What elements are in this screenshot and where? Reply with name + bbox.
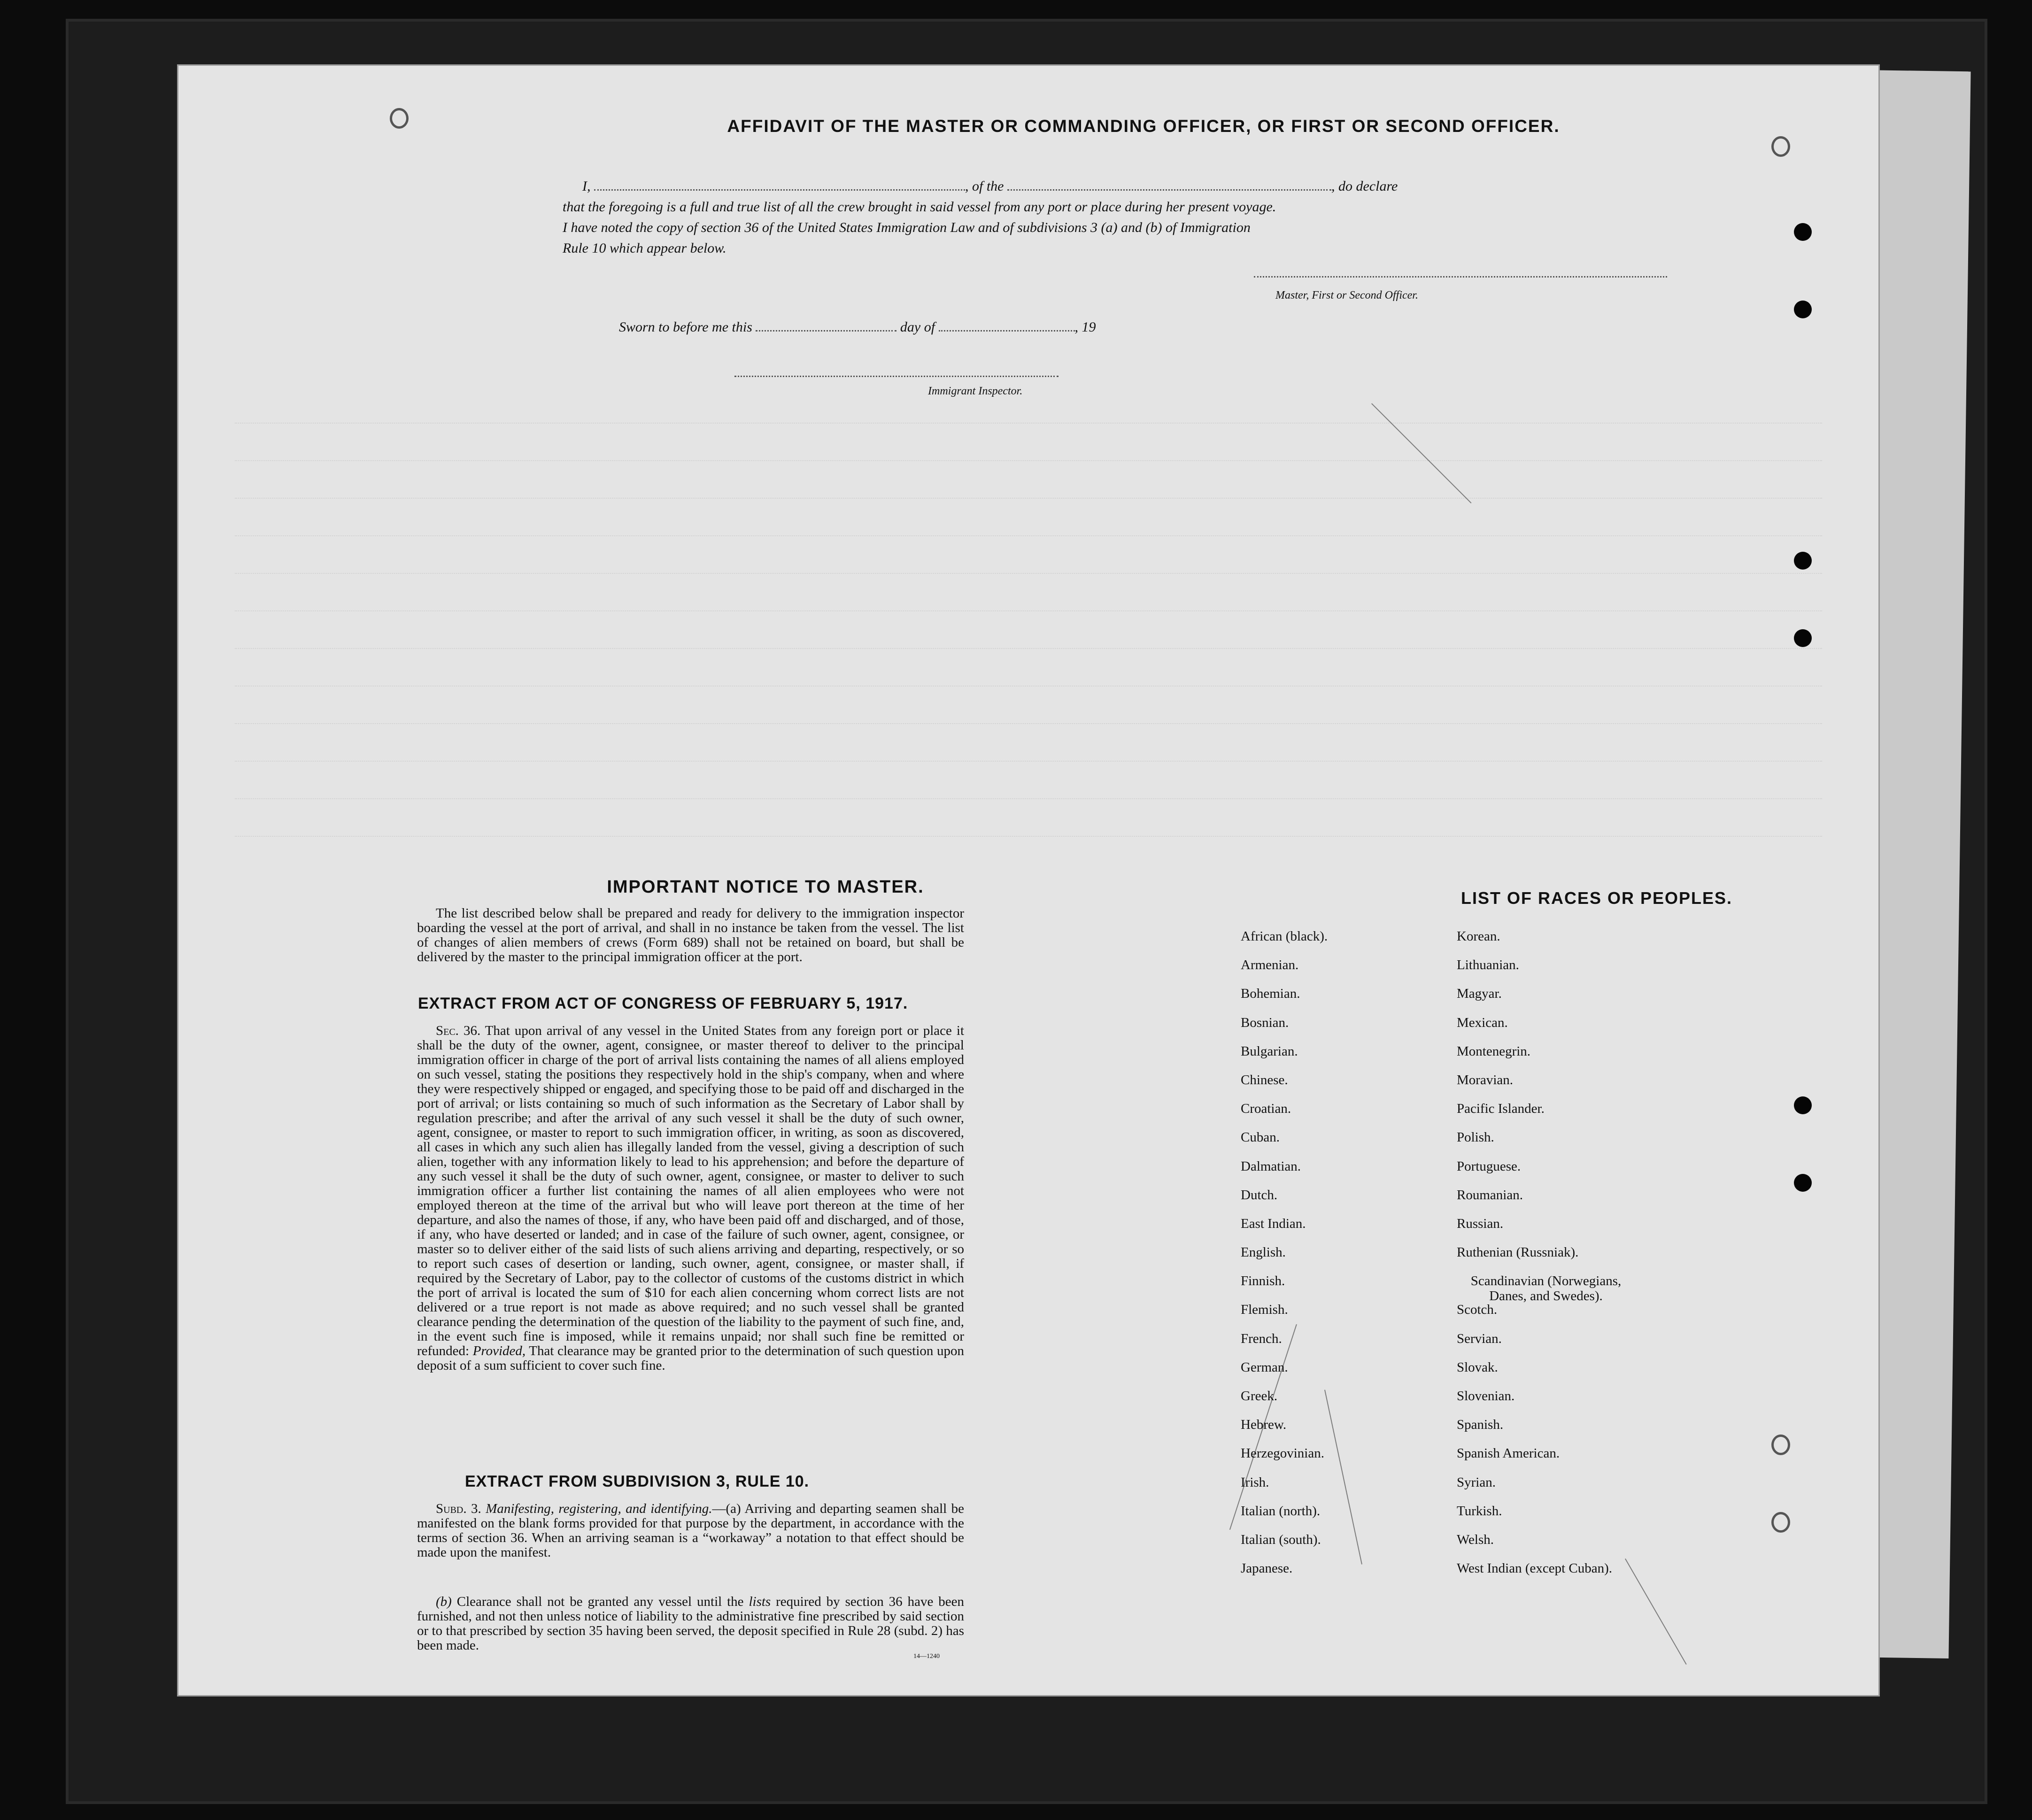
para-b-lists: lists <box>749 1594 771 1609</box>
races-title: LIST OF RACES OR PEOPLES. <box>1460 888 1733 908</box>
punch-hole <box>1771 136 1790 157</box>
bleed-through-line <box>235 798 1822 799</box>
extract-rule-title: EXTRACT FROM SUBDIVISION 3, RULE 10. <box>465 1473 810 1490</box>
race-item: Montenegrin. <box>1457 1043 1531 1059</box>
race-item: Korean. <box>1457 929 1500 944</box>
affidavit-of-the: , of the <box>965 178 1004 194</box>
race-item: Japanese. <box>1241 1561 1293 1576</box>
race-item: Bohemian. <box>1241 986 1300 1002</box>
affidavit-title: AFFIDAVIT OF THE MASTER OR COMMANDING OFFICER, OR FIRST OR SECOND OFFICER. <box>727 116 1560 136</box>
race-item: Welsh. <box>1457 1532 1494 1547</box>
race-item: Italian (north). <box>1241 1503 1321 1519</box>
section-label: Sec. 36. <box>436 1023 481 1038</box>
race-item: Scandinavian (Norwegians, Danes, and Swedes). <box>1470 1273 1622 1304</box>
rule-para-b-text: required by section 36 have been furnished, and not then unless notice of liability to the administrative fine prescribed by said section or to that prescribed by section 35 having been served, the deposit specified in Rule 28 (subd. 2) has been made. <box>417 1594 964 1653</box>
race-item: Finnish. <box>1241 1273 1285 1289</box>
race-item: West Indian (except Cuban). <box>1457 1561 1613 1576</box>
master-signature-field[interactable] <box>1254 267 1667 278</box>
race-item: Italian (south). <box>1241 1532 1321 1547</box>
pen-mark <box>1371 403 1472 504</box>
races-right-column <box>1457 929 1635 1589</box>
master-caption: Master, First or Second Officer. <box>1275 289 1418 301</box>
race-item: Greek. <box>1241 1388 1278 1404</box>
race-item: Polish. <box>1457 1130 1494 1145</box>
punch-hole <box>1794 1174 1812 1192</box>
affidavit-declare: , do declare <box>1331 178 1398 194</box>
notice-body: The list described below shall be prepared and ready for delivery to the immigration inspector boarding the vessel at the port of arrival, and shall in no instance be taken from the vessel. The list of changes of alien members of crews (Form 689) shall not be retained on board, but shall be delivered by the master to the principal immigration officer at the port. <box>417 906 964 964</box>
race-item: Mexican. <box>1457 1015 1508 1030</box>
subd-heading: Manifesting, registering, and identifying. <box>486 1501 712 1516</box>
punch-hole <box>1794 301 1812 318</box>
race-item: Servian. <box>1457 1331 1502 1346</box>
sworn-text: Sworn to before me this <box>619 319 752 335</box>
race-item: French. <box>1241 1331 1282 1346</box>
officer-name-field[interactable] <box>594 180 965 191</box>
vessel-name-field[interactable] <box>1007 180 1331 191</box>
race-item: African (black). <box>1241 929 1328 944</box>
race-item: Moravian. <box>1457 1072 1513 1087</box>
race-item: Herzegovinian. <box>1241 1446 1324 1461</box>
race-item: Roumanian. <box>1457 1187 1523 1203</box>
race-item: Spanish American. <box>1457 1446 1560 1461</box>
race-item: Chinese. <box>1241 1072 1288 1087</box>
punch-hole <box>1771 1434 1790 1455</box>
race-item: Russian. <box>1457 1216 1504 1231</box>
punch-hole <box>1794 1096 1812 1114</box>
punch-hole <box>1794 223 1812 241</box>
race-item: English. <box>1241 1245 1286 1260</box>
race-item: Turkish. <box>1457 1503 1502 1519</box>
inspector-caption: Immigrant Inspector. <box>928 385 1023 397</box>
rule-para-a-text: —(a) Arriving and departing seamen shall be manifested on the blank forms provided for that purpose by the department, in accordance with the terms of section 36. When an arriving seaman is a “workaway” a notation to that effect should be made upon the manifest. <box>417 1501 964 1560</box>
bleed-through-line <box>235 761 1822 762</box>
race-item: Bosnian. <box>1241 1015 1289 1030</box>
race-item: Bulgarian. <box>1241 1043 1298 1059</box>
affidavit-line-2: that the foregoing is a full and true list of all the crew brought in said vessel from any port or place during her present voyage. <box>563 199 1276 215</box>
rule-para-b <box>417 1595 964 1653</box>
sworn-month-field[interactable] <box>939 321 1075 332</box>
race-item: Slovenian. <box>1457 1388 1515 1404</box>
inspector-signature-field[interactable] <box>734 366 1058 377</box>
punch-hole <box>1794 629 1812 647</box>
race-item: Dalmatian. <box>1241 1158 1301 1174</box>
race-item: Lithuanian. <box>1457 957 1519 973</box>
punch-hole <box>390 108 409 129</box>
sworn-day-field[interactable] <box>756 321 896 332</box>
bleed-through-line <box>235 573 1822 574</box>
document-page <box>178 66 1878 1695</box>
race-item: Slovak. <box>1457 1359 1498 1375</box>
affidavit-line-1 <box>582 178 1398 194</box>
bleed-through-line <box>235 723 1822 724</box>
form-number: 14—1240 <box>913 1653 940 1660</box>
race-item: Pacific Islander. <box>1457 1101 1545 1117</box>
race-item: German. <box>1241 1359 1288 1375</box>
subd-label: Subd. 3. <box>436 1501 481 1516</box>
pen-mark <box>1324 1390 1362 1565</box>
race-item: Dutch. <box>1241 1187 1278 1203</box>
race-item: Cuban. <box>1241 1130 1280 1145</box>
affidavit-i: I, <box>582 178 591 194</box>
affidavit-line-4: Rule 10 which appear below. <box>563 240 726 256</box>
bleed-through-line <box>235 836 1822 837</box>
section-36-text-end: That clearance may be granted prior to the determination of such question upon deposit of a sum sufficient to cover such fine. <box>417 1343 964 1373</box>
bleed-through-line <box>235 498 1822 499</box>
para-b-label: (b) <box>436 1594 452 1609</box>
race-item: Armenian. <box>1241 957 1299 973</box>
affidavit-line-3: I have noted the copy of section 36 of the United States Immigration Law and of subdivisions 3 (a) and (b) of Immigration <box>563 220 1251 235</box>
rule-para-b-pre: Clearance shall not be granted any vessel until the <box>456 1594 744 1609</box>
bleed-through-line <box>235 423 1822 424</box>
day-of-text: day of <box>900 319 935 335</box>
race-item: Scotch. <box>1457 1302 1498 1318</box>
notice-title: IMPORTANT NOTICE TO MASTER. <box>607 877 924 897</box>
extract-act-title: EXTRACT FROM ACT OF CONGRESS OF FEBRUARY 5, 1917. <box>418 995 908 1012</box>
bleed-through-line <box>235 535 1822 536</box>
sworn-line <box>619 319 1096 335</box>
race-item: Magyar. <box>1457 986 1502 1002</box>
bleed-through-line <box>235 460 1822 461</box>
race-item: Spanish. <box>1457 1417 1504 1433</box>
race-item: Syrian. <box>1457 1474 1496 1490</box>
extract-act-body <box>417 1024 964 1373</box>
year-text: , 19 <box>1074 319 1096 335</box>
bleed-through-line <box>235 610 1822 611</box>
race-item: Portuguese. <box>1457 1158 1521 1174</box>
pen-mark <box>1625 1558 1687 1665</box>
punch-hole <box>1794 552 1812 570</box>
rule-para-a <box>417 1502 964 1560</box>
race-item: Hebrew. <box>1241 1417 1287 1433</box>
section-36-text: That upon arrival of any vessel in the United States from any foreign port or place it shall be the duty of the owner, agent, consignee, or master thereof to deliver to the principal immigration officer in charge of the port of arrival lists containing the names of all aliens employed on such vessel, stating the positions they respectively hold in the ship's company, when and where they were respectively shipped or engaged, and specifying those to be paid off and discharged in the port of arrival; or lists containing so much of such information as the Secretary of Labor shall by regulation prescribe; and after the arrival of any such vessel it shall be the duty of such owner, agent, consignee, or master to report to such immigration officer, in writing, as soon as discovered, all cases in which any such alien has illegally landed from the vessel, giving a description of such alien, together with any information likely to lead to his apprehension; and before the departure of any such vessel it shall be the duty of such owner, agent, consignee, or master to deliver to such immigration officer a further list containing the names of all alien employees who were not employed thereon at the time of the arrival but who will leave port thereon at the time of her departure, and also the names of those, if any, who have been paid off and discharged, and of those, if any, who have deserted or landed; and in case of the failure of such owner, agent, consignee, or master so to deliver either of the said lists of such aliens arriving and departing, respectively, or so to report such cases of desertion or landing, such owner, agent, consignee, or master shall, if required by the Secretary of Labor, pay to the collector of customs of the customs district in which the port of arrival is located the sum of $10 for each alien concerning whom correct lists are not delivered or a true report is not made as above required; and no such vessel shall be granted clearance pending the determination of the question of the liability to the payment of such fine, and, in the event such fine is imposed, while it remains unpaid; nor shall such fine be remitted or refunded: <box>417 1023 964 1358</box>
race-item: Ruthenian (Russniak). <box>1457 1245 1579 1260</box>
race-item: East Indian. <box>1241 1216 1306 1231</box>
race-item: Flemish. <box>1241 1302 1288 1318</box>
race-item: Irish. <box>1241 1474 1269 1490</box>
race-item: Croatian. <box>1241 1101 1291 1117</box>
races-left-column <box>1241 929 1328 1589</box>
provided-word: Provided, <box>472 1343 526 1358</box>
bleed-through-line <box>235 648 1822 649</box>
punch-hole <box>1771 1512 1790 1533</box>
